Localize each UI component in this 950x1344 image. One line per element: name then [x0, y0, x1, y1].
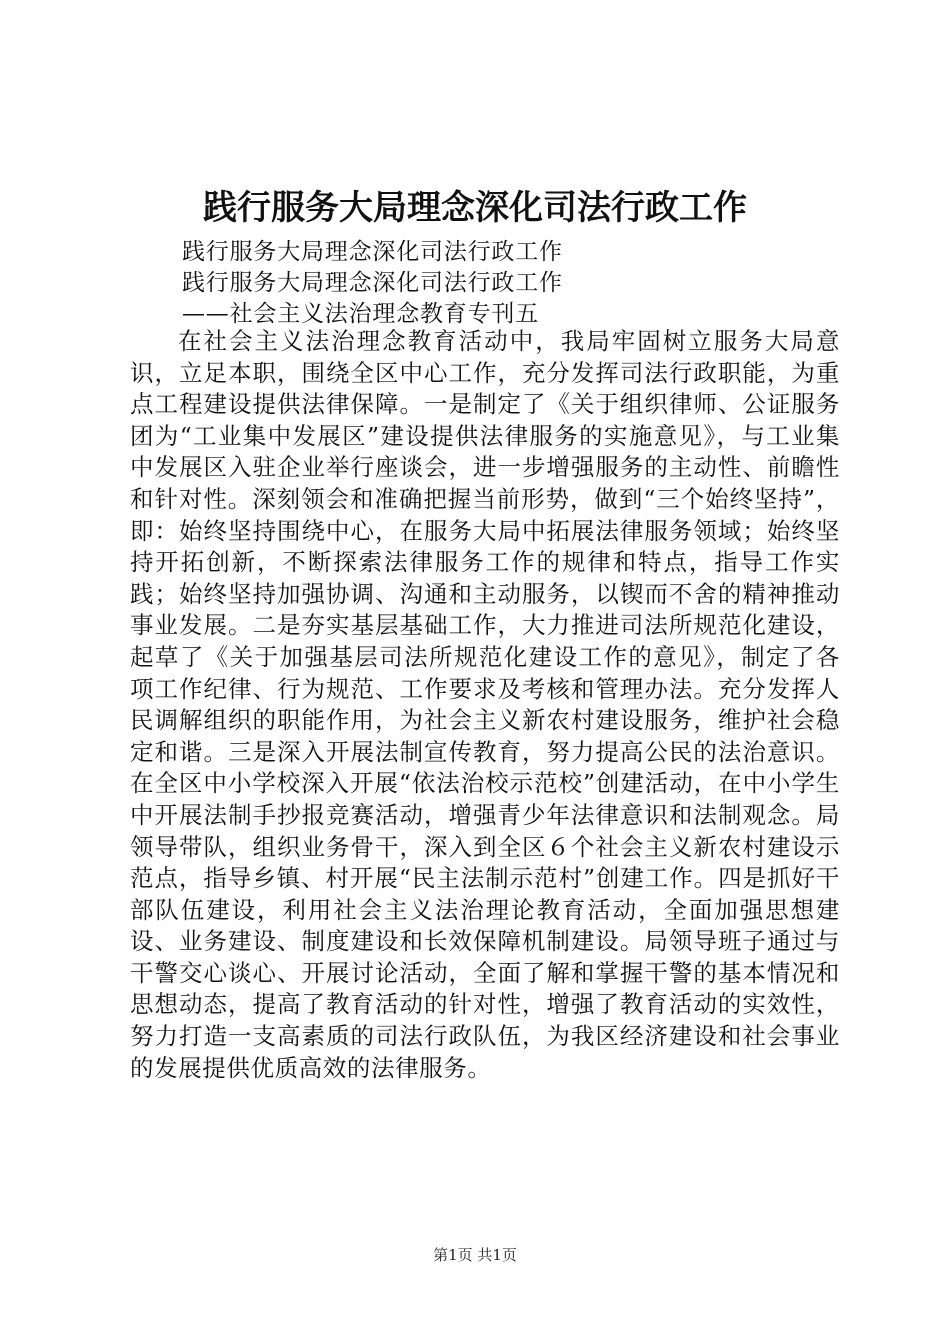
subtitle-line-1: 践行服务大局理念深化司法行政工作	[182, 239, 563, 265]
page-footer: 第1页 共1页	[433, 1246, 517, 1264]
subtitle-line-2: 践行服务大局理念深化司法行政工作	[182, 270, 563, 296]
document-title: 践行服务大局理念深化司法行政工作	[203, 188, 747, 228]
body-paragraph: 在社会主义法治理念教育活动中，我局牢固树立服务大局意识，立足本职，围绕全区中心工作，充分发挥司法行政职能，为重点工程建设提供法律保障。一是制定了《关于组织律师、公证服务团为“工业集中发展区”建设提供法律服务的实施意见》，与工业集中发展区入驻企业举行座谈会，进一步增强服务的主动性、前瞻性和针对性。深刻领会和准确把握当前形势，做到“三个始终坚持”，即：始终坚持围绕中心，在服务大局中拓展法律服务领域；始终坚持开拓创新，不断探索法律服务工作的规律和特点，指导工作实践；始终坚持加强协调、沟通和主动服务，以锲而不舍的精神推动事业发展。二是夯实基层基础工作，大力推进司法所规范化建设，起草了《关于加强基层司法所规范化建设工作的意见》，制定了各项工作纪律、行为规范、工作要求及考核和管理办法。充分发挥人民调解组织的职能作用，为社会主义新农村建设服务，维护社会稳定和谐。三是深入开展法制宣传教育，努力提高公民的法治意识。在全区中小学校深入开展“依法治校示范校”创建活动，在中小学生中开展法制手抄报竞赛活动，增强青少年法律意识和法制观念。局领导带队，组织业务骨干，深入到全区６个社会主义新农村建设示范点，指导乡镇、村开展“民主法制示范村”创建工作。四是抓好干部队伍建设，利用社会主义法治理论教育活动，全面加强思想建设、业务建设、制度建设和长效保障机制建设。局领导班子通过与干警交心谈心、开展讨论活动，全面了解和掌握干警的基本情况和思想动态，提高了教育活动的针对性，增强了教育活动的实效性，努力打造一支高素质的司法行政队伍，为我区经济建设和社会事业的发展提供优质高效的法律服务。	[130, 327, 840, 1082]
subtitle-line-3: ——社会主义法治理念教育专刊五	[182, 301, 539, 327]
